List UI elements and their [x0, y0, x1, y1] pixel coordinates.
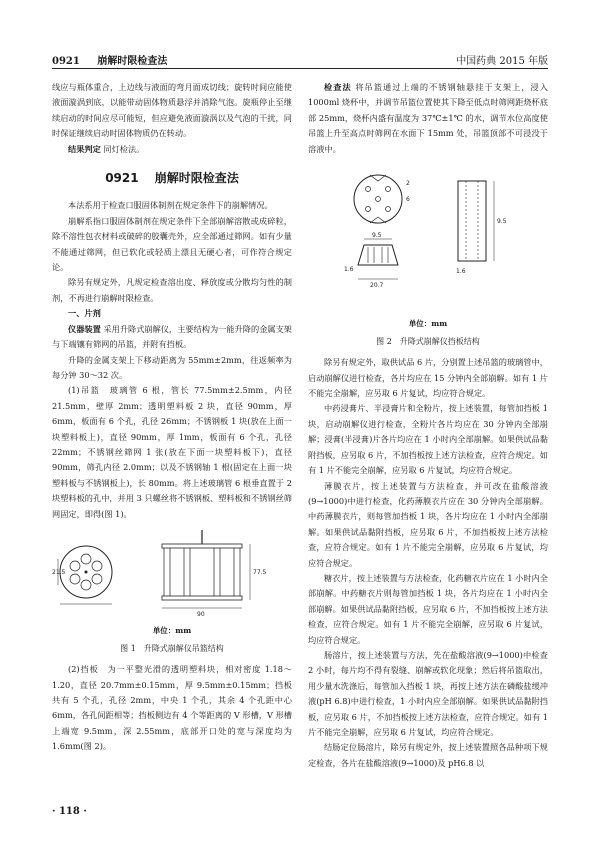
lift-paragraph: 升降的金属支架上下移动距离为 55mm±2mm，往返频率为每分钟 30～32 次。: [52, 354, 292, 380]
header-section-title: 崩解时限检查法: [97, 56, 168, 67]
fig2-dim-w2: 20.7: [370, 282, 384, 290]
result-label: 结果判定: [68, 143, 101, 154]
baffle-diagram: [308, 161, 548, 311]
fig2-dim-d2: 1.6: [456, 268, 466, 276]
header-section: [52, 52, 167, 67]
fig1-dim-d1: 21.5: [52, 568, 66, 576]
intro-paragraph-2: 崩解系指口服固体制剂在规定条件下全部崩解溶散或成碎粒，除不溶性包衣材料或破碎的胶囊壳外，应全部通过筛网。如有少量不能通过筛网，但已软化或轻质上漂且无硬心者，可作符合规定论。: [52, 215, 292, 273]
right-paragraph-1: 除另有规定外，取供试品 6 片，分别置上述吊篮的玻璃管中，启动崩解仪进行检查，各片均应在 15 分钟内全部崩解。如有 1 片不能完全崩解，应另取 6 片复试，均应符合规定。: [308, 357, 548, 399]
section-title: [52, 171, 292, 186]
fig2-dim-h1: 9.5: [497, 218, 507, 226]
figure-1: [52, 526, 292, 639]
right-paragraph-2: 中药浸膏片、半浸膏片和全粉片，按上述装置，每管加挡板 1 块，启动崩解仪进行检查，全粉片各片均应在 30 分钟内全部崩解；浸膏(半浸膏)片各片均应在 1 小时内全部崩解。如果供试品黏附挡板，应另取 6 片，不加挡板按上述方法检查，应符合规定。如有 1 片不能完全崩解，应另取 6 片复试，均应符合规定。: [308, 403, 548, 476]
result-paragraph: [52, 142, 292, 157]
right-paragraph-6: 结肠定位肠溶片，除另有规定外，按上述装置照各品种项下规定检查，各片在盐酸溶液(9→1000)及 pH6.8 以: [308, 742, 548, 768]
fig2-dim-w1: 9.5: [372, 232, 382, 240]
fig2-dim-a2: 6: [406, 196, 410, 204]
right-paragraph-4: 糖衣片，按上述装置与方法检查，化药糖衣片应在 1 小时内全部崩解。中药糖衣片则每管加挡板 1 块，各片均应在 1 小时内全部崩解。如果供试品黏附挡板，应另取 6 片，不加挡板按上述方法检查，应符合规定。如有 1 片不能完全崩解，应另取 6 片复试，均应符合规定。: [308, 572, 548, 645]
apparatus-text: 采用升降式崩解仪，主要结构为一能升降的金属支架与下端镶有筛网的吊篮，并附有挡板。: [52, 323, 292, 350]
left-column: [52, 80, 292, 755]
apparatus-label: 仪器装置: [68, 323, 101, 334]
figure-1-unit: 单位：mm: [152, 626, 192, 636]
section-title-number: 0921: [105, 171, 139, 186]
right-paragraph-3: 薄膜衣片，按上述装置与方法检查，并可改在盐酸溶液(9→1000)中进行检查，化药薄膜衣片应在 30 分钟内全部崩解。中药薄膜衣片，则每管加挡板 1 块，各片均应在 1 小时内全部崩解。如果供试品黏附挡板，应另取 6 片，不加挡板按上述方法检查，应符合规定。如有 1 片不能完全崩解，应另取 6 片复试，均应符合规定。: [308, 480, 548, 568]
part-heading: 一、片剂: [68, 308, 101, 319]
method-label: 检查法: [324, 82, 352, 92]
basket-diagram: [52, 526, 292, 618]
intro-paragraph-3: 除另有规定外，凡规定检查溶出度、释放度或分散均匀性的制剂，不再进行崩解时限检查。: [52, 277, 292, 303]
intro-paragraph-1: 本法系用于检查口服固体制剂在规定条件下的崩解情况。: [68, 200, 273, 211]
apparatus-paragraph: [52, 322, 292, 353]
basket-paragraph: (1)吊篮 玻璃管 6 根，管长 77.5mm±2.5mm，内径 21.5mm，壁厚 2mm；透明塑料板 2 块，直径 90mm，厚 6mm，板面有 6 个孔，孔径 26mm；不锈钢板 1 块(放在上面一块塑料板上)，直径 90mm，厚 1mm，板面有 6 个孔，孔径 22mm；不锈钢丝筛网 1 张(放在下面一块塑料板下)，直径 90mm，筛孔内径 2.0mm；以及不锈钢轴 1 根(固定在上面一块塑料板与不锈钢板上)，长 80mm。将上述玻璃管 6 根垂直置于 2 块塑料板的孔中，并用 3 只螺丝将不锈钢板、塑料板和不锈钢丝筛网固定，即得(图 1)。: [52, 385, 292, 519]
header-section-number: 0921: [52, 56, 80, 67]
figure-1-caption: 图 1 升降式崩解仪吊篮结构: [120, 643, 224, 653]
continuation-paragraph: 线应与瓶体重合，上边线与液面的弯月面成切线；旋转时间应能使液面漩涡到底，以能带动固体物质悬浮并消除气泡。旋瓶停止至继续启动的时间应尽可能短，但应避免液面漩涡以及气泡的干扰，同时保证继续启动时固体物质仍在转动。: [52, 82, 292, 139]
right-paragraph-5: 肠溶片，按上述装置与方法，先在盐酸溶液(9→1000)中检查 2 小时，每片均不得有裂缝、崩解或软化现象；然后将吊篮取出，用少量水洗涤后，每管加入挡板 1 块，再按上述方法在磷酸盐缓冲液(pH 6.8)中进行检查，1 小时内应全部崩解。如果供试品黏附挡板，应另取 6 片，不加挡板按上述方法检查，应符合规定。如有 1 片不能完全崩解，应另取 6 片复试，均应符合规定。: [308, 649, 548, 737]
right-column: [308, 80, 548, 771]
fig2-dim-a1: 2: [406, 180, 410, 188]
figure-2: [308, 161, 548, 332]
page-header: [52, 48, 548, 69]
fig1-dim-h1: 77.5: [253, 568, 267, 576]
figure-2-unit: 单位：mm: [408, 319, 448, 329]
header-book-title: 中国药典 2015 年版: [456, 56, 548, 67]
section-title-text: 崩解时限检查法: [154, 171, 239, 186]
page-number: · 118 ·: [52, 806, 87, 817]
figure-2-caption: 图 2 升降式崩解仪挡板结构: [376, 336, 480, 346]
method-paragraph: [308, 80, 548, 157]
baffle-paragraph: (2)挡板 为一平整光滑的透明塑料块，相对密度 1.18～1.20，直径 20.7mm±0.15mm，厚 9.5mm±0.15mm；挡板共有 5 个孔，孔径 2mm，中央 1 个孔，其余 4 个孔距中心 6mm，各孔间距相等；挡板侧边有 4 个等距离的 V 形槽，V 形槽上端宽 9.5mm，深 2.55mm，底部开口处的宽与深度均为 1.6mm(图 2)。: [52, 664, 292, 752]
fig1-dim-d2: 90: [197, 610, 205, 618]
method-text: 将吊篮通过上端的不锈钢轴悬挂于支架上，浸入 1000ml 烧杯中，并调节吊篮位置使其下降至低点时筛网距烧杯底部 25mm，烧杯内盛有温度为 37℃±1℃ 的水，调节水位高度使吊篮上升至高点时筛网在水面下 15mm 处，吊篮顶部不可浸没于溶液中。: [308, 82, 548, 154]
result-text: 同灯检法。: [103, 143, 145, 154]
fig2-dim-d1: 1.6: [344, 266, 354, 274]
